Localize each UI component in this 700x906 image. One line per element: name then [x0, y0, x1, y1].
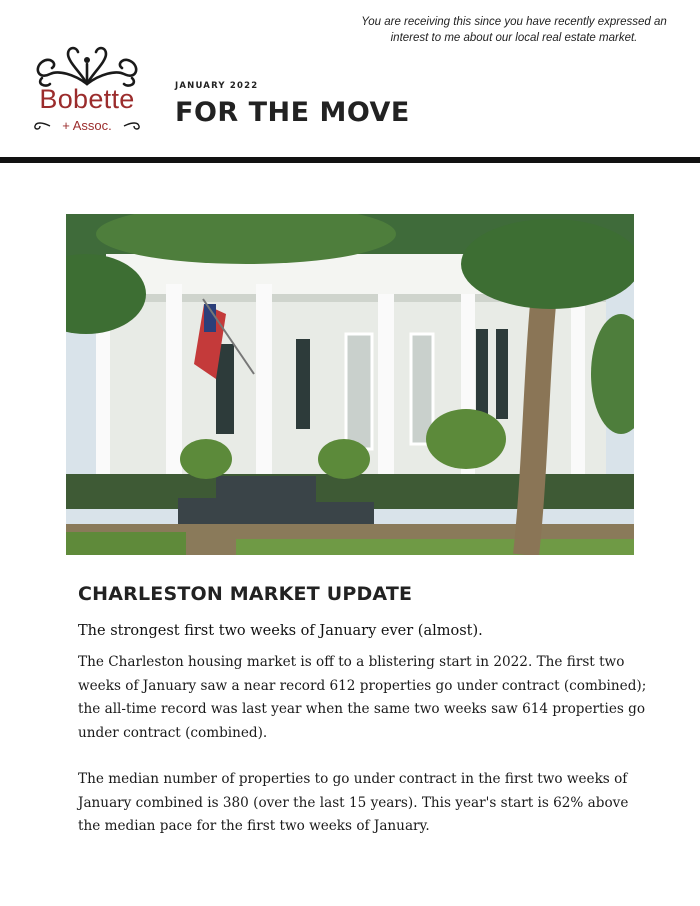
flourish-icon [28, 44, 146, 88]
logo-name: Bobette [39, 84, 135, 114]
company-logo [28, 44, 146, 136]
article-paragraph: The median number of properties to go under contract in the first two weeks of January combined is 380 (over the last 15 years). This year's start is 62% above the median pace for the first two weeks of January. [78, 771, 629, 834]
article-lead: The strongest first two weeks of January ever (almost). [78, 623, 483, 639]
section-title: CHARLESTON MARKET UPDATE [78, 583, 413, 605]
issue-date: JANUARY 2022 [175, 81, 259, 91]
logo-subtitle: + Assoc. [62, 118, 112, 133]
header-divider [0, 157, 700, 163]
house-photo [66, 214, 634, 555]
article-paragraph: The Charleston housing market is off to a blistering start in 2022. The first two weeks of January saw a near record 612 properties go under contract (combined); the all-time record was last year when the same two weeks saw 614 properties go under contract (combined). [78, 654, 647, 741]
logo-swirl-right-icon [122, 120, 142, 132]
subscription-notice: You are receiving this since you have recently expressed an interest to me about our local real estate market. [361, 16, 667, 44]
newsletter-title: FOR THE MOVE [175, 97, 410, 128]
